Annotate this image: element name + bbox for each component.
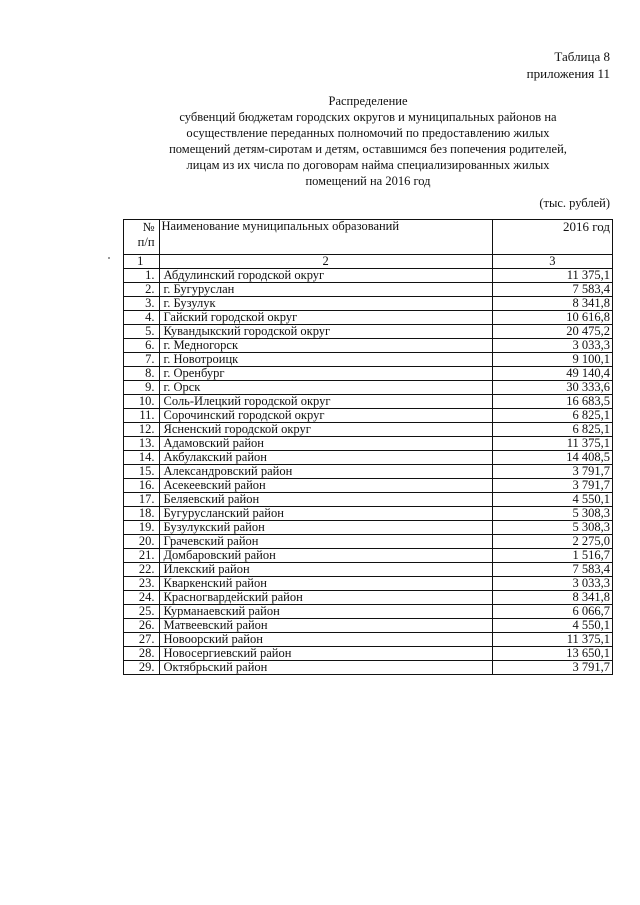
table-row [124, 367, 613, 381]
table-row [124, 577, 613, 591]
title-line: субвенций бюджетам городских округов и муниципальных районов на [179, 110, 557, 124]
row-number: 10. [124, 395, 160, 409]
title-line: лицам из их числа по договорам найма специализированных жилых [186, 158, 550, 172]
amount-value: 9 100,1 [492, 353, 612, 367]
municipality-name: Новосергиевский район [159, 647, 492, 661]
municipality-name: г. Бузулук [159, 297, 492, 311]
index-cell: 2 [159, 255, 492, 269]
table-body [124, 269, 613, 675]
municipality-name: Красногвардейский район [159, 591, 492, 605]
amount-value: 16 683,5 [492, 395, 612, 409]
table-header-row [124, 220, 613, 255]
title-line: помещений на 2016 год [305, 174, 431, 188]
amount-value: 30 333,6 [492, 381, 612, 395]
table-row [124, 647, 613, 661]
title-line: осуществление переданных полномочий по предоставлению жилых [186, 126, 550, 140]
amount-value: 4 550,1 [492, 619, 612, 633]
municipality-name: Грачевский район [159, 535, 492, 549]
row-number: 29. [124, 661, 160, 675]
row-number: 18. [124, 507, 160, 521]
amount-value: 49 140,4 [492, 367, 612, 381]
table-row [124, 339, 613, 353]
row-number: 20. [124, 535, 160, 549]
document-title [118, 93, 618, 189]
amount-value: 4 550,1 [492, 493, 612, 507]
municipality-name: Бузулукский район [159, 521, 492, 535]
row-number: 8. [124, 367, 160, 381]
municipality-name: Бугурусланский район [159, 507, 492, 521]
amount-value: 20 475,2 [492, 325, 612, 339]
table-row [124, 563, 613, 577]
table-row [124, 479, 613, 493]
row-number: 7. [124, 353, 160, 367]
title-line: Распределение [328, 94, 408, 108]
table-row [124, 395, 613, 409]
table-row [124, 633, 613, 647]
row-number: 4. [124, 311, 160, 325]
municipality-name: Гайский городской округ [159, 311, 492, 325]
municipality-name: Домбаровский район [159, 549, 492, 563]
table-row [124, 381, 613, 395]
amount-value: 2 275,0 [492, 535, 612, 549]
header-num-line2: п/п [137, 235, 155, 249]
municipality-name: Илекский район [159, 563, 492, 577]
row-number: 17. [124, 493, 160, 507]
header-num-line1: № [142, 220, 155, 234]
header-name: Наименование муниципальных образований [159, 220, 492, 255]
amount-value: 11 375,1 [492, 633, 612, 647]
table-row [124, 409, 613, 423]
header-year: 2016 год [492, 220, 612, 255]
municipality-name: г. Новотроицк [159, 353, 492, 367]
municipality-name: Беляевский район [159, 493, 492, 507]
row-number: 27. [124, 633, 160, 647]
units-label: (тыс. рублей) [539, 196, 610, 210]
municipality-name: Кувандыкский городской округ [159, 325, 492, 339]
table-row [124, 283, 613, 297]
row-number: 3. [124, 297, 160, 311]
table-row [124, 451, 613, 465]
municipality-name: Кваркенский район [159, 577, 492, 591]
amount-value: 6 825,1 [492, 409, 612, 423]
row-number: 22. [124, 563, 160, 577]
index-cell: 3 [492, 255, 612, 269]
table-row [124, 269, 613, 283]
amount-value: 11 375,1 [492, 437, 612, 451]
appendix-label: приложения 11 [526, 66, 610, 81]
table-row [124, 605, 613, 619]
table-row [124, 297, 613, 311]
row-number: 2. [124, 283, 160, 297]
municipality-name: Матвеевский район [159, 619, 492, 633]
municipality-name: Новоорский район [159, 633, 492, 647]
row-number: 23. [124, 577, 160, 591]
row-number: 6. [124, 339, 160, 353]
table-row [124, 549, 613, 563]
municipality-name: Курманаевский район [159, 605, 492, 619]
amount-value: 11 375,1 [492, 269, 612, 283]
amount-value: 1 516,7 [492, 549, 612, 563]
title-line: помещений детям-сиротам и детям, оставшимся без попечения родителей, [169, 142, 567, 156]
municipality-name: Адамовский район [159, 437, 492, 451]
municipality-name: Александровский район [159, 465, 492, 479]
column-index-row [124, 255, 613, 269]
row-number: 25. [124, 605, 160, 619]
row-number: 19. [124, 521, 160, 535]
amount-value: 8 341,8 [492, 591, 612, 605]
row-number: 13. [124, 437, 160, 451]
amount-value: 3 791,7 [492, 661, 612, 675]
amount-value: 5 308,3 [492, 521, 612, 535]
table-row [124, 353, 613, 367]
municipality-name: г. Орск [159, 381, 492, 395]
header-num [124, 220, 160, 255]
table-row [124, 661, 613, 675]
municipality-name: г. Медногорск [159, 339, 492, 353]
amount-value: 7 583,4 [492, 563, 612, 577]
index-cell: 1 [124, 255, 160, 269]
municipality-name: Октябрьский район [159, 661, 492, 675]
municipality-name: Сорочинский городской округ [159, 409, 492, 423]
table-caption [527, 48, 610, 82]
row-number: 12. [124, 423, 160, 437]
table-row [124, 493, 613, 507]
row-number: 16. [124, 479, 160, 493]
row-number: 28. [124, 647, 160, 661]
row-number: 15. [124, 465, 160, 479]
amount-value: 6 825,1 [492, 423, 612, 437]
table-row [124, 423, 613, 437]
amount-value: 3 033,3 [492, 577, 612, 591]
table-number-label: Таблица 8 [554, 49, 610, 64]
amount-value: 3 033,3 [492, 339, 612, 353]
row-number: 26. [124, 619, 160, 633]
amount-value: 14 408,5 [492, 451, 612, 465]
amount-value: 7 583,4 [492, 283, 612, 297]
table-row [124, 521, 613, 535]
table-row [124, 325, 613, 339]
municipality-name: Акбулакский район [159, 451, 492, 465]
municipality-name: г. Бугуруслан [159, 283, 492, 297]
table-row [124, 535, 613, 549]
table-row [124, 311, 613, 325]
amount-value: 13 650,1 [492, 647, 612, 661]
row-number: 21. [124, 549, 160, 563]
scan-mark [108, 257, 110, 259]
amount-value: 10 616,8 [492, 311, 612, 325]
municipality-name: Абдулинский городской округ [159, 269, 492, 283]
row-number: 1. [124, 269, 160, 283]
amount-value: 5 308,3 [492, 507, 612, 521]
table-row [124, 507, 613, 521]
amount-value: 6 066,7 [492, 605, 612, 619]
row-number: 11. [124, 409, 160, 423]
row-number: 14. [124, 451, 160, 465]
table-row [124, 465, 613, 479]
municipality-name: Асекеевский район [159, 479, 492, 493]
row-number: 9. [124, 381, 160, 395]
municipality-name: Ясненский городской округ [159, 423, 492, 437]
municipality-name: г. Оренбург [159, 367, 492, 381]
amount-value: 3 791,7 [492, 465, 612, 479]
amount-value: 3 791,7 [492, 479, 612, 493]
row-number: 5. [124, 325, 160, 339]
table-row [124, 619, 613, 633]
table-row [124, 437, 613, 451]
municipality-name: Соль-Илецкий городской округ [159, 395, 492, 409]
amount-value: 8 341,8 [492, 297, 612, 311]
table-row [124, 591, 613, 605]
distribution-table [123, 219, 613, 675]
row-number: 24. [124, 591, 160, 605]
